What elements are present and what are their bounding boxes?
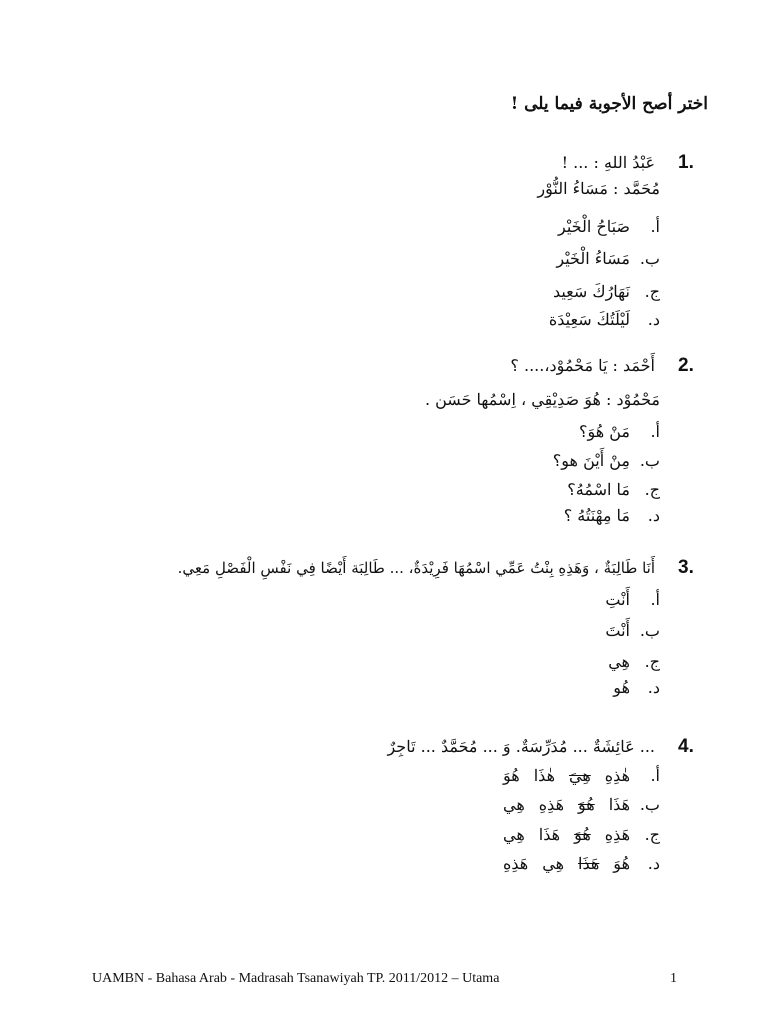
option-label: ج. [644,825,660,844]
instruction-title: اختر أصح الأجوبة فيما يلى ! [510,94,708,114]
option-word: هَذِهِ [503,854,529,873]
option[interactable] [503,853,660,875]
question-line: مَحْمُوْد : هُوَ صَدِيْقِي ، اِسْمُها حَسَن . [424,390,660,409]
option-label: د. [647,310,660,329]
option-label: ب. [639,621,660,640]
option-word: هَذِهِ [604,825,630,844]
option[interactable] [503,824,660,846]
option-word: هِي [503,825,525,844]
option[interactable] [553,281,660,303]
option-label: أ. [650,422,660,441]
option[interactable] [613,677,660,699]
option-label: ج. [644,480,660,499]
option-word-struck: هُوَ [578,795,595,814]
option-text: مَسَاءُ الْخَيْر [556,249,630,268]
option[interactable] [579,421,660,443]
option-label: ج. [644,282,660,301]
option-word-struck: هُوَ [574,825,591,844]
option-text: مَنْ هُوَ؟ [578,422,630,441]
option-label: ج. [644,652,660,671]
option[interactable] [556,248,660,270]
option-text: أَنْتَ [605,621,630,640]
option-text: هِي [608,652,630,671]
option[interactable] [608,651,660,673]
option[interactable] [567,479,660,501]
question-line: ... عَائِشَةٌ ... مُدَرِّسَةٌ. وَ ... مُحَمَّدٌ ... تَاجِرٌ [387,737,655,756]
option-word: هُوَ [503,766,520,785]
option-word: هِي [542,854,565,873]
option-word-struck: هَذَا [578,854,600,873]
option-word: هَذَا [538,825,561,844]
option[interactable] [503,794,660,816]
question-line: عَبْدُ اللهِ : ... ! [561,153,655,172]
option-text: أَنْتِ [605,590,630,609]
option[interactable] [558,216,660,238]
option-text: مَا اسْمُهُ؟ [567,480,630,499]
question-number: 1. [678,152,694,173]
option-label: د. [647,678,660,697]
option-text: مِنْ أَيْنَ هو؟ [552,451,630,470]
option[interactable] [605,620,660,642]
question-line: أَحْمَد : يَا مَحْمُوْد،.... ؟ [510,356,655,375]
option-label: أ. [650,590,660,609]
option-label: د. [647,506,660,525]
question-line: أَنَا طَالِبَةٌ ، وَهَذِهِ بِنْتُ عَمِّي اسْمُهَا فَرِيْدَةٌ، ... طَالِبَة أَيْضًا فِي نَفْسِ الْفَصْلِ مَعِي. [177,559,655,577]
question-line: مُحَمَّد : مَسَاءُ النُّوْر [537,179,660,198]
option-word: هٰذِهِ [604,766,630,785]
option-word: هُوَ [613,854,630,873]
option-label: ب. [639,451,660,470]
option[interactable] [605,589,660,611]
option-label: أ. [650,766,660,785]
question-number: 4. [678,736,694,757]
option-text: صَبَاحُ الْخَيْر [557,217,630,236]
option-word-struck: هِيَ [569,766,591,785]
option-text: نَهَارُكَ سَعِيد [552,282,630,301]
option-word: هٰذَا [533,766,555,785]
option-word: هَذَا [608,795,630,814]
option-label: ب. [639,795,660,814]
option-label: أ. [650,217,660,236]
question-number: 2. [678,355,694,376]
option-label: د. [647,854,660,873]
option[interactable] [503,765,660,787]
option-word: هَذِهِ [538,795,565,814]
footer-text: UAMBN - Bahasa Arab - Madrasah Tsanawiyah TP. 2011/2012 – Utama [92,971,500,986]
option-word: هِي [503,795,525,814]
question-number: 3. [678,557,694,578]
option[interactable] [549,309,660,331]
option-text: لَيْلَتُكَ سَعِيْدَة [548,310,630,329]
option[interactable] [564,505,660,527]
option[interactable] [553,450,660,472]
option-text: مَا مِهْنَتُهُ ؟ [563,506,630,525]
option-label: ب. [639,249,660,268]
option-text: هُو [613,678,630,697]
page-number: 1 [670,971,677,986]
